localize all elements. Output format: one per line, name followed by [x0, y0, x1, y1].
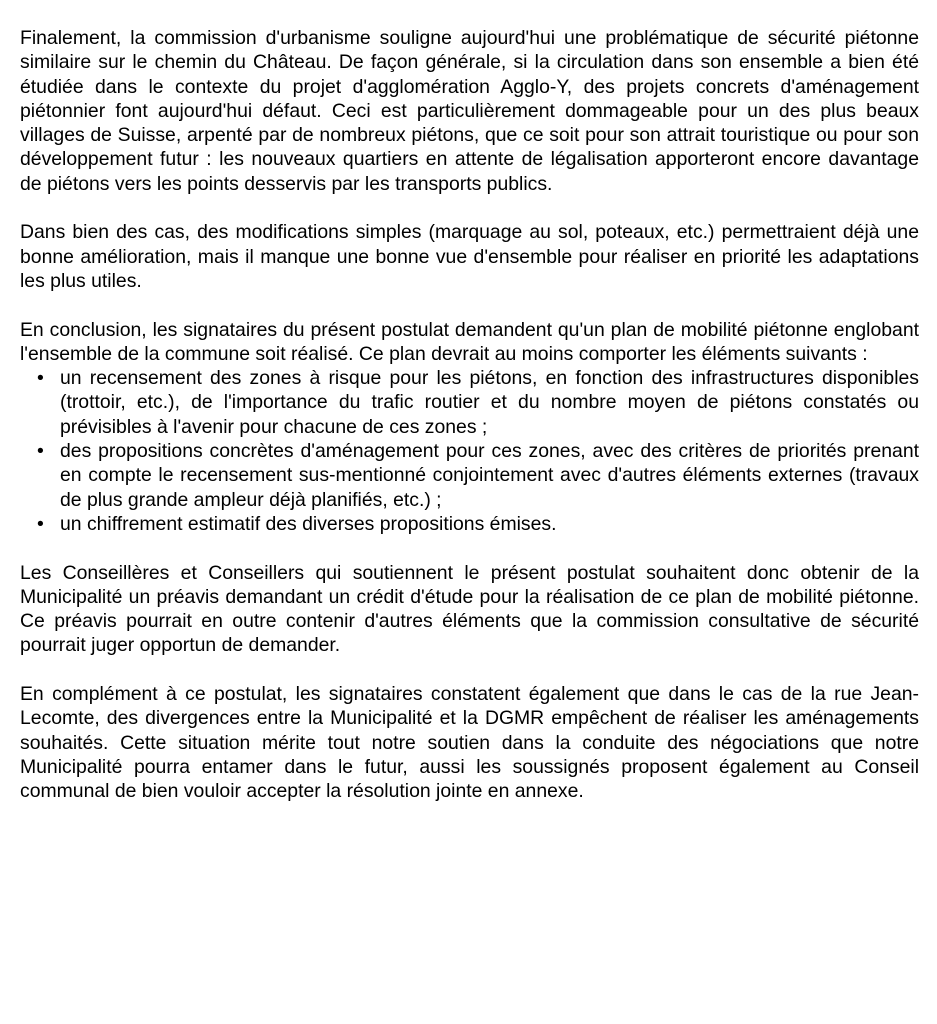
paragraph-simple-modifications: Dans bien des cas, des modifications simples (marquage au sol, poteaux, etc.) permettraient déjà une bonne amélioration, mais il manque une bonne vue d'ensemble pour réaliser en priorité les adaptations les plus utiles.	[20, 221, 919, 292]
bullet-icon: •	[37, 367, 44, 390]
list-item	[20, 512, 919, 536]
list-item-text: un recensement des zones à risque pour les piétons, en fonction des infrastructures disponibles (trottoir, etc.), de l'importance du trafic routier et du nombre moyen de piétons constatés ou prévisibles à l'avenir pour chacune de ces zones ;	[60, 367, 919, 438]
bullet-icon: •	[37, 512, 44, 535]
paragraph-complement-resolution: En complément à ce postulat, les signataires constatent également que dans le cas de la rue Jean-Lecomte, des divergences entre la Municipalité et la DGMR empêchent de réaliser les aménagements souhaités. Cette situation mérite tout notre soutien dans la conduite des négociations que notre Municipalité pourra entamer dans le futur, aussi les soussignés proposent également au Conseil communal de bien vouloir accepter la résolution jointe en annexe.	[20, 683, 919, 803]
bullet-icon: •	[37, 440, 44, 463]
document-page	[20, 26, 919, 828]
list-item-text: des propositions concrètes d'aménagement pour ces zones, avec des critères de priorités prenant en compte le recensement sus-mentionné conjointement avec d'autres éléments externes (travaux de plus grande ampleur déjà planifiés, etc.) ;	[60, 440, 919, 511]
requirements-list	[20, 366, 919, 536]
list-item-text: un chiffrement estimatif des diverses propositions émises.	[60, 512, 557, 535]
paragraph-pedestrian-safety: Finalement, la commission d'urbanisme souligne aujourd'hui une problématique de sécurité piétonne similaire sur le chemin du Château. De façon générale, si la circulation dans son ensemble a bien été étudiée dans le contexte du projet d'agglomération Agglo-Y, des projets concrets d'aménagement piétonnier font aujourd'hui défaut. Ceci est particulièrement dommageable pour un des plus beaux villages de Suisse, arpenté par de nombreux piétons, que ce soit pour son attrait touristique ou pour son développement futur : les nouveaux quartiers en attente de légalisation apporteront encore davantage de piétons vers les points desservis par les transports publics.	[20, 27, 919, 195]
paragraph-councillors-request: Les Conseillères et Conseillers qui soutiennent le présent postulat souhaitent donc obtenir de la Municipalité un préavis demandant un crédit d'étude pour la réalisation de ce plan de mobilité piétonne. Ce préavis pourrait en outre contenir d'autres éléments que la commission consultative de sécurité pourrait juger opportun de demander.	[20, 561, 919, 657]
paragraph-conclusion: En conclusion, les signataires du présent postulat demandent qu'un plan de mobilité piétonne englobant l'ensemble de la commune soit réalisé. Ce plan devrait au moins comporter les éléments suivants :	[20, 318, 919, 365]
list-item	[20, 366, 919, 439]
list-item	[20, 439, 919, 512]
